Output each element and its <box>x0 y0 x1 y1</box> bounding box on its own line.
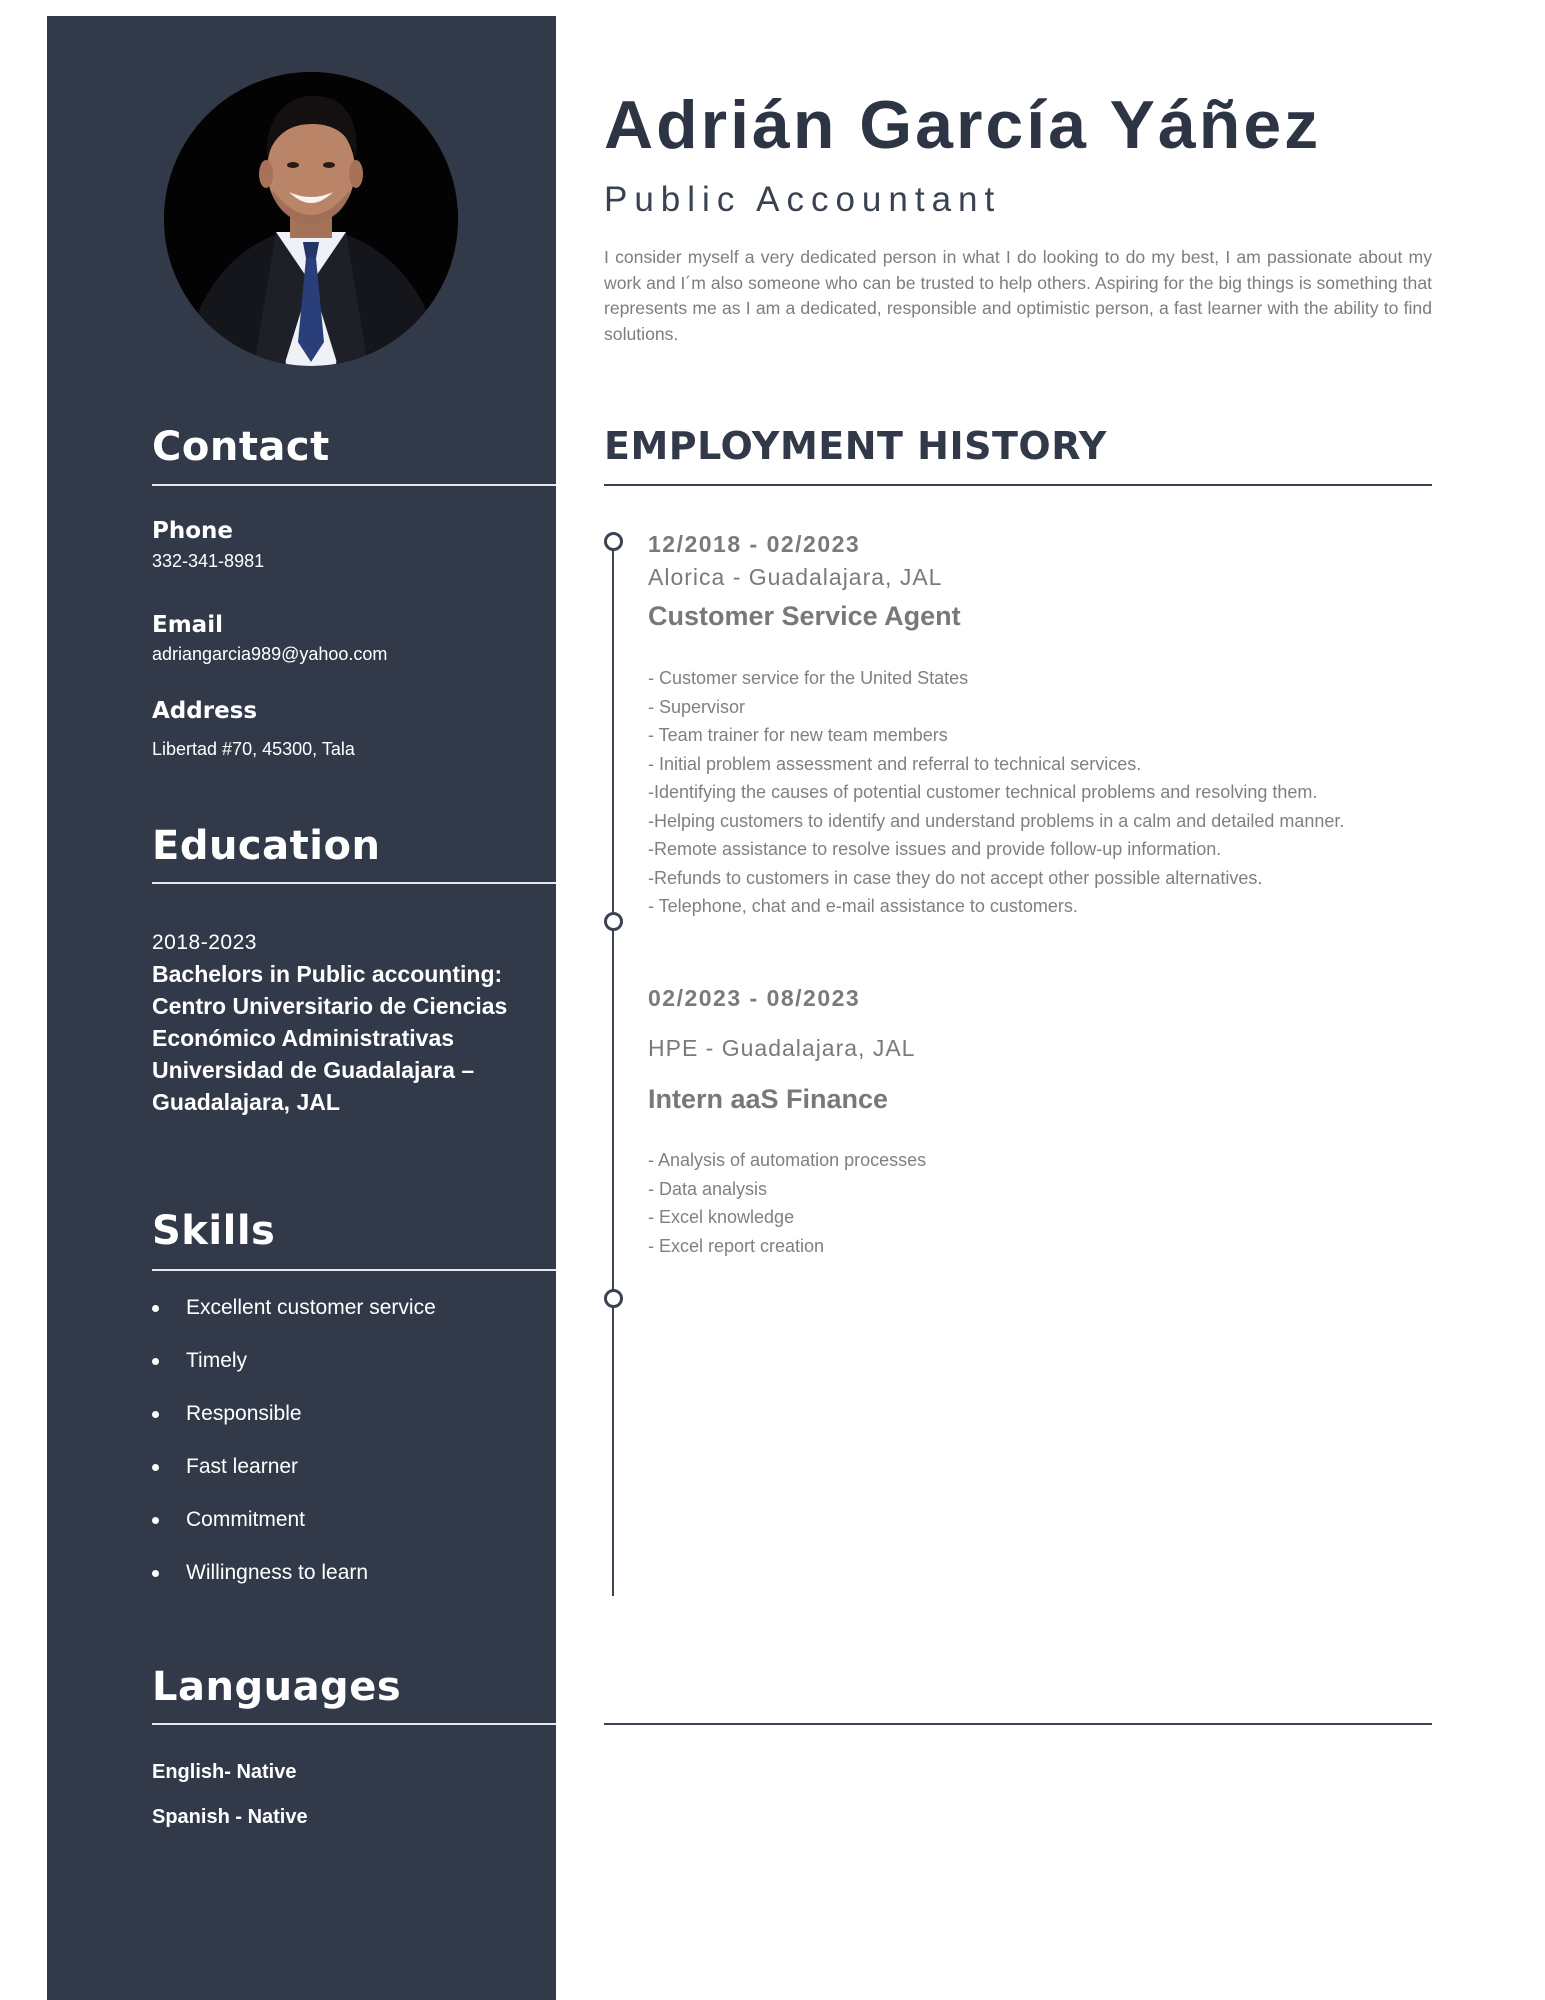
job-duties <box>648 664 1344 921</box>
education-divider <box>152 882 556 884</box>
email-label: Email <box>152 612 223 638</box>
education-heading: Education <box>152 823 381 869</box>
skills-divider <box>152 1269 556 1271</box>
job-dates: 12/2018 - 02/2023 <box>648 531 861 557</box>
employment-heading: EMPLOYMENT HISTORY <box>604 424 1107 468</box>
duty-item: -Remote assistance to resolve issues and provide follow-up information. <box>648 839 1222 859</box>
email-value: adriangarcia989@yahoo.com <box>152 644 388 664</box>
languages-heading: Languages <box>152 1664 402 1710</box>
duty-item: -Helping customers to identify and understand problems in a calm and detailed manner. <box>648 810 1345 831</box>
full-name: Adrián García Yáñez <box>604 87 1322 163</box>
skill-item: Willingness to learn <box>152 1559 436 1612</box>
skill-item: Fast learner <box>152 1453 436 1506</box>
skill-item: Commitment <box>152 1506 436 1559</box>
duty-item: - Data analysis <box>648 1178 768 1199</box>
education-years: 2018-2023 <box>152 931 257 954</box>
contact-heading: Contact <box>152 424 330 470</box>
duty-item: - Analysis of automation processes <box>648 1150 927 1170</box>
languages-divider <box>152 1723 556 1725</box>
duty-item: - Initial problem assessment and referral to technical services. <box>648 753 1142 774</box>
duty-item: -Refunds to customers in case they do not accept other possible alternatives. <box>648 867 1263 888</box>
skill-item: Responsible <box>152 1400 436 1453</box>
job-duties <box>648 1146 926 1260</box>
skills-heading: Skills <box>152 1208 276 1254</box>
timeline-node <box>604 1289 623 1308</box>
education-degree: Bachelors in Public accounting: Centro Universitario de Ciencias Económico Administrativas Universidad de Guadalajara – Guadalajara, JAL <box>152 961 508 1115</box>
duty-item: -Identifying the causes of potential customer technical problems and resolving them. <box>648 782 1318 802</box>
footer-divider <box>604 1723 1432 1725</box>
job-company: HPE - Guadalajara, JAL <box>648 1035 916 1061</box>
job-title: Public Accountant <box>604 180 1002 219</box>
timeline-node <box>604 532 623 551</box>
skill-item: Excellent customer service <box>152 1294 436 1347</box>
job-role: Intern aaS Finance <box>648 1084 889 1114</box>
profile-summary: I consider myself a very dedicated person in what I do looking to do my best, I am passionate about my work and I´m also someone who can be trusted to help others. Aspiring for the big things is something that represents me as I am a dedicated, responsible and optimistic person, a fast learner with the ability to find solutions. <box>604 247 1432 344</box>
timeline-line <box>612 548 614 1596</box>
duty-item: - Excel report creation <box>648 1235 825 1256</box>
skills-list <box>152 1294 436 1612</box>
duty-item: - Excel knowledge <box>648 1207 795 1227</box>
job-company: Alorica - Guadalajara, JAL <box>648 564 943 590</box>
contact-divider <box>152 484 556 486</box>
duty-item: - Telephone, chat and e-mail assistance to customers. <box>648 896 1078 916</box>
duty-item: - Team trainer for new team members <box>648 725 948 745</box>
timeline-node <box>604 912 623 931</box>
skill-item: Timely <box>152 1347 436 1400</box>
job-dates: 02/2023 - 08/2023 <box>648 985 861 1011</box>
address-value: Libertad #70, 45300, Tala <box>152 739 355 759</box>
duty-item: - Customer service for the United States <box>648 668 969 688</box>
employment-divider <box>604 484 1432 486</box>
phone-label: Phone <box>152 518 234 544</box>
address-label: Address <box>152 698 258 724</box>
duty-item: - Supervisor <box>648 696 746 717</box>
language-item: English- Native <box>152 1761 297 1783</box>
phone-value: 332-341-8981 <box>152 551 265 571</box>
language-item: Spanish - Native <box>152 1806 308 1828</box>
profile-photo <box>164 72 458 366</box>
job-role: Customer Service Agent <box>648 601 961 631</box>
